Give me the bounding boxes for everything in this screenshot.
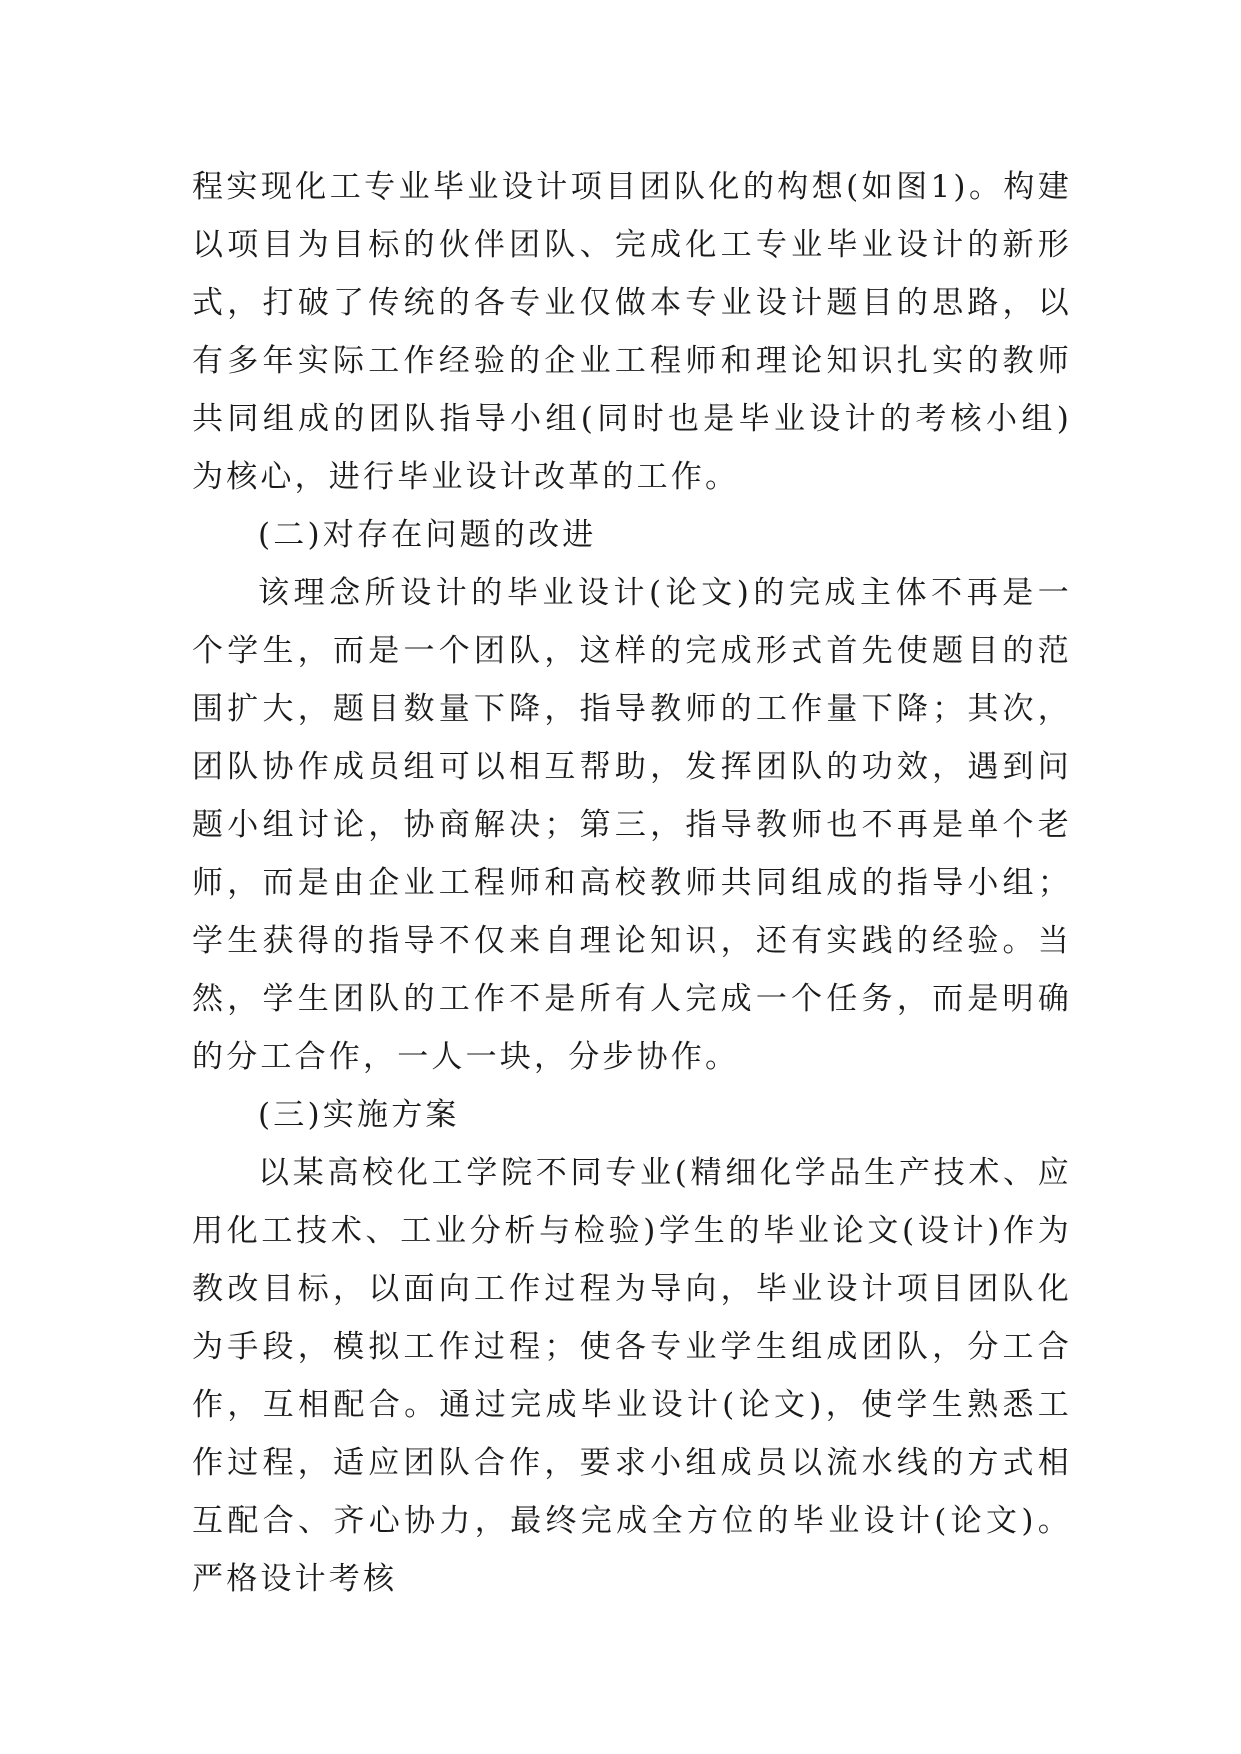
paragraph-implementation: 以某高校化工学院不同专业(精细化学品生产技术、应用化工技术、工业分析与检验)学生的毕业论文(设计)作为教改目标，以面向工作过程为导向，毕业设计项目团队化为手段，模拟工作过程；使各专业学生组成团队，分工合作，互相配合。通过完成毕业设计(论文)，使学生熟悉工作过程，适应团队合作，要求小组成员以流水线的方式相互配合、齐心协力，最终完成全方位的毕业设计(论文)。严格设计考核: [192, 1155, 1072, 1597]
section-heading-improvement: (二)对存在问题的改进: [258, 517, 597, 553]
document-body: [192, 158, 1072, 1608]
paragraph-improvement: 该理念所设计的毕业设计(论文)的完成主体不再是一个学生，而是一个团队，这样的完成形式首先使题目的范围扩大，题目数量下降，指导教师的工作量下降；其次，团队协作成员组可以相互帮助，发挥团队的功效，遇到问题小组讨论，协商解决；第三，指导教师也不再是单个老师，而是由企业工程师和高校教师共同组成的指导小组；学生获得的指导不仅来自理论知识，还有实践的经验。当然，学生团队的工作不是所有人完成一个任务，而是明确的分工合作，一人一块，分步协作。: [192, 575, 1072, 1075]
section-heading-implementation: (三)实施方案: [258, 1097, 460, 1133]
paragraph-continuation: 程实现化工专业毕业设计项目团队化的构想(如图1)。构建以项目为目标的伙伴团队、完成化工专业毕业设计的新形式，打破了传统的各专业仅做本专业设计题目的思路，以有多年实际工作经验的企业工程师和理论知识扎实的教师共同组成的团队指导小组(同时也是毕业设计的考核小组)为核心，进行毕业设计改革的工作。: [192, 169, 1072, 495]
